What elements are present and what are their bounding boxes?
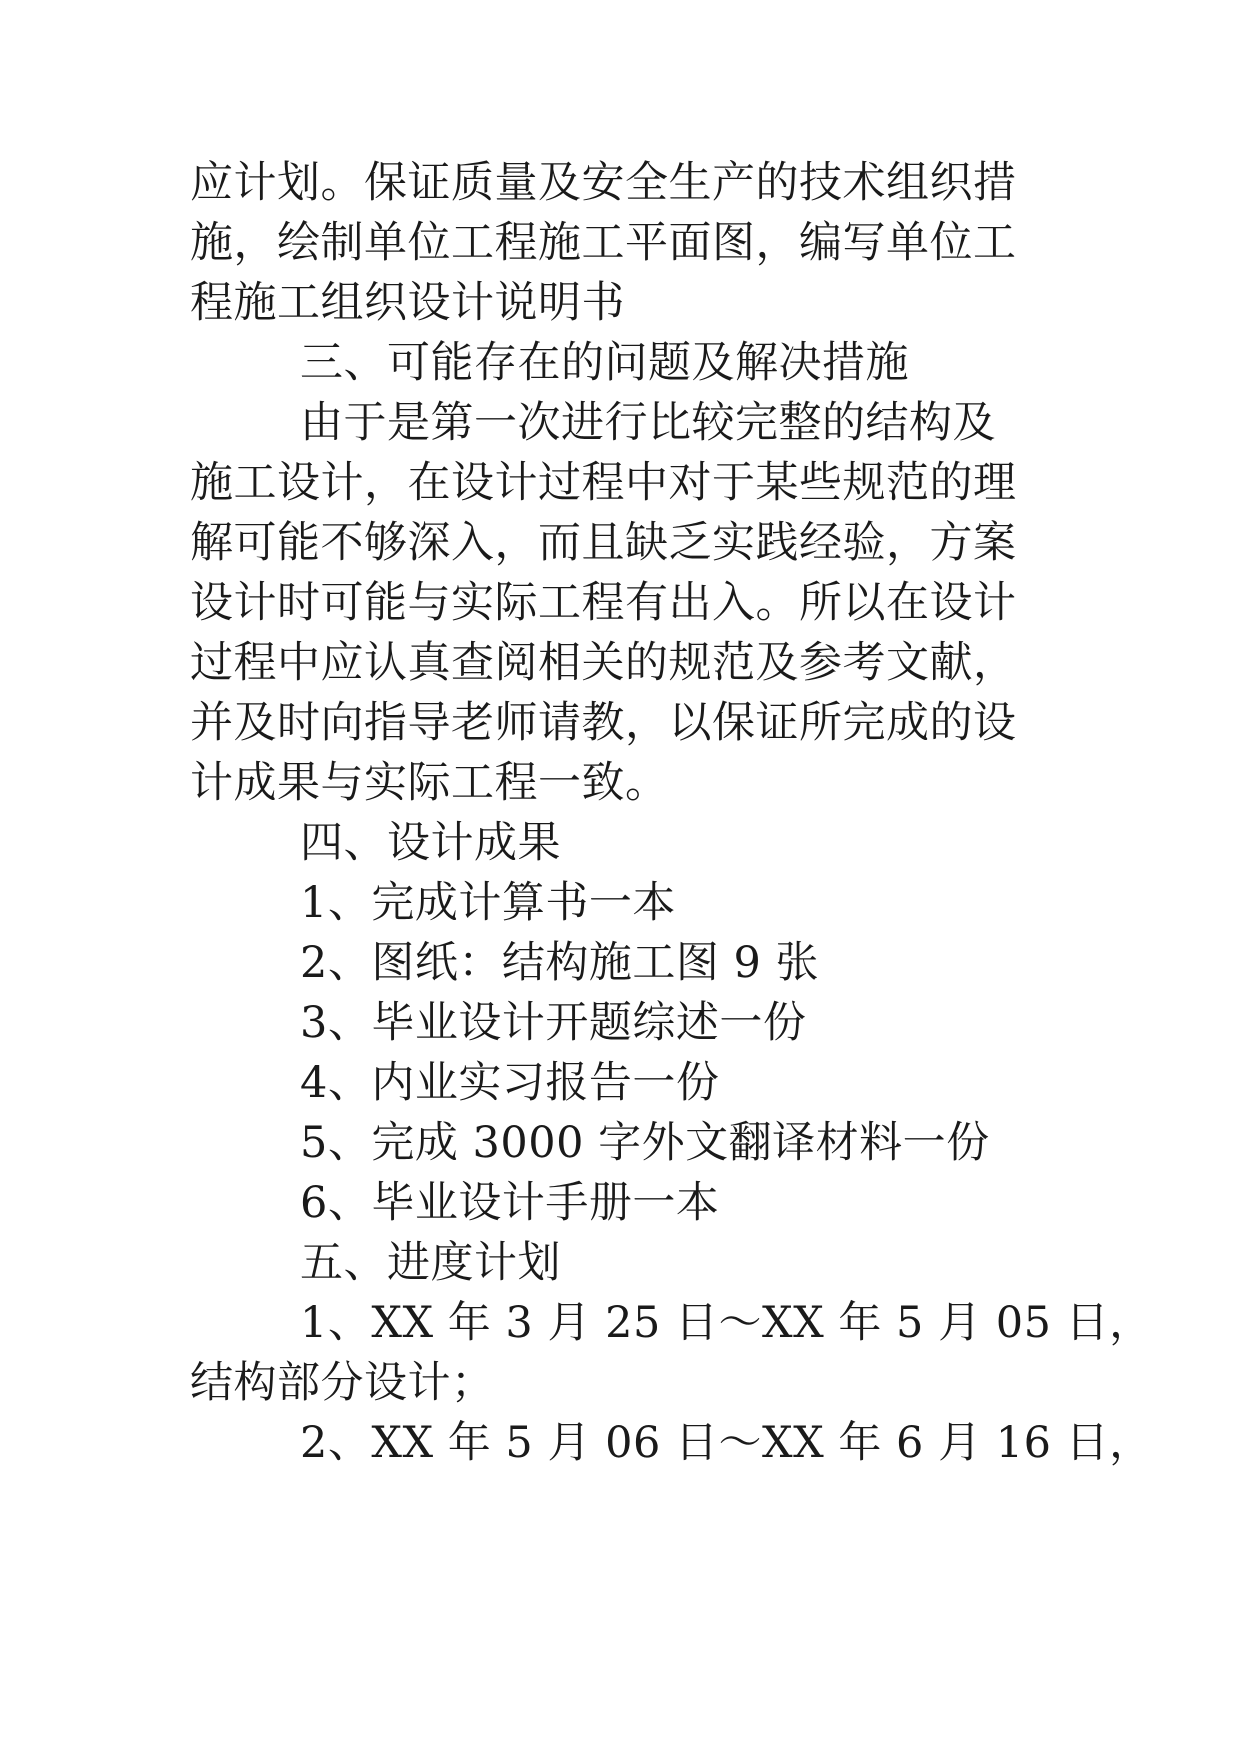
body-text-line: 结构部分设计； [190,1358,495,1408]
body-text-line: 施工设计，在设计过程中对于某些规范的理 [190,458,1017,508]
list-item: 5、完成 3000 字外文翻译材料一份 [300,1118,990,1168]
schedule-item: 2、XX 年 5 月 06 日～XX 年 6 月 16 日， [300,1418,1153,1468]
body-text-line: 程施工组织设计说明书 [190,278,625,328]
body-text-line: 过程中应认真查阅相关的规范及参考文献， [190,638,1017,688]
list-item: 2、图纸：结构施工图 9 张 [300,938,820,988]
body-text-line: 施，绘制单位工程施工平面图，编写单位工 [190,218,1017,268]
list-item: 1、完成计算书一本 [300,878,676,928]
body-text-line: 并及时向指导老师请教，以保证所完成的设 [190,698,1017,748]
section-heading: 三、可能存在的问题及解决措施 [300,338,909,388]
section-heading: 四、设计成果 [300,818,561,868]
body-text-line: 设计时可能与实际工程有出入。所以在设计 [190,578,1017,628]
body-text-line: 解可能不够深入，而且缺乏实践经验，方案 [190,518,1017,568]
schedule-item: 1、XX 年 3 月 25 日～XX 年 5 月 05 日， [300,1298,1153,1348]
body-text-line: 应计划。保证质量及安全生产的技术组织措 [190,158,1017,208]
section-heading: 五、进度计划 [300,1238,561,1288]
list-item: 4、内业实习报告一份 [300,1058,720,1108]
list-item: 3、毕业设计开题综述一份 [300,998,807,1048]
body-text-line: 计成果与实际工程一致。 [190,758,669,808]
body-text-line: 由于是第一次进行比较完整的结构及 [300,398,996,448]
list-item: 6、毕业设计手册一本 [300,1178,720,1228]
